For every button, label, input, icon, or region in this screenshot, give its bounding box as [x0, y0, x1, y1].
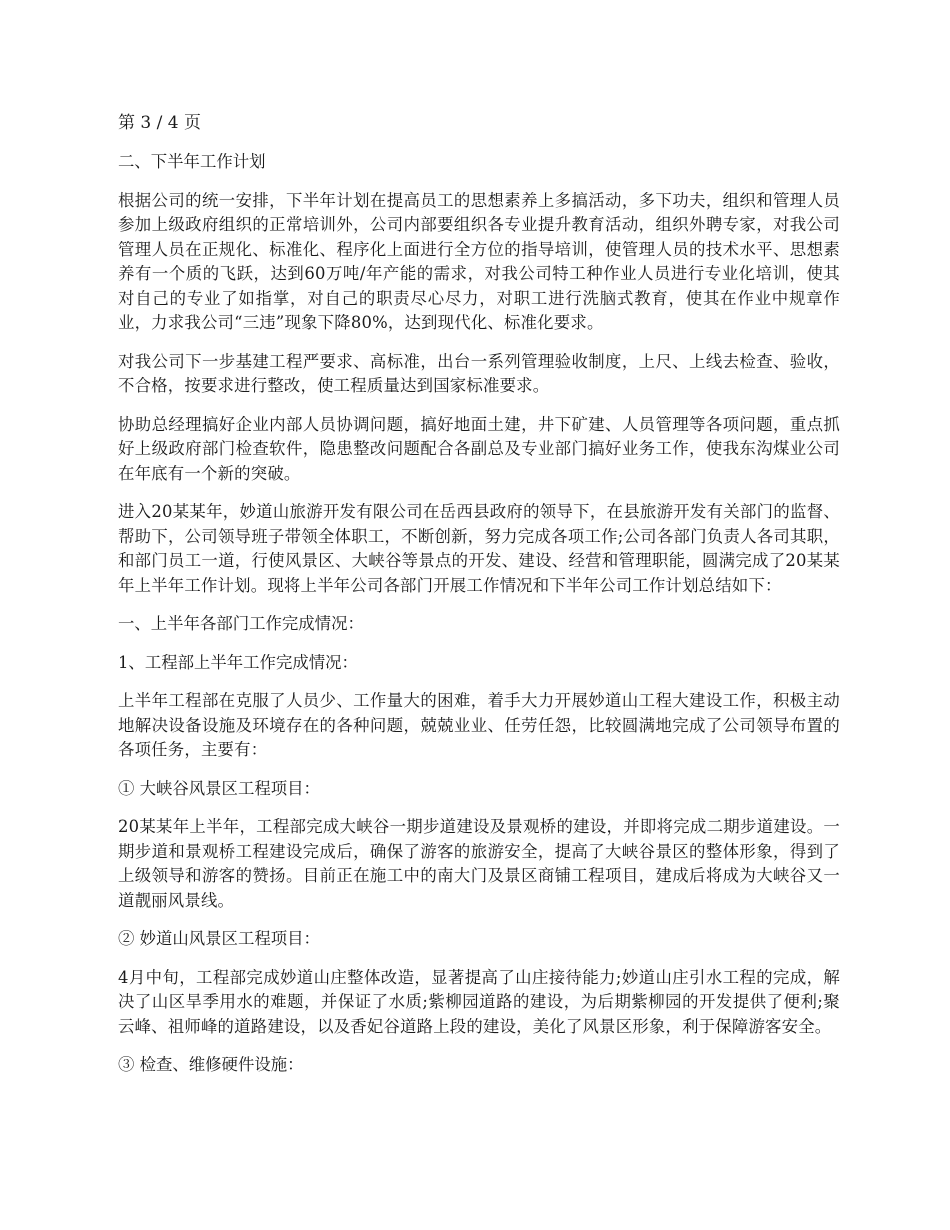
paragraph-canyon-project: 20某某年上半年，工程部完成大峡谷一期步道建设及景观桥的建设，并即将完成二期步道建设。一期步道和景观桥工程建设完成后，确保了游客的旅游安全，提高了大峡谷景区的整体形象，得到了上级领导和游客的赞扬。目前正在施工中的南大门及景区商铺工程项目，建成后将成为大峡谷又一道靓丽风景线。 — [118, 817, 840, 910]
item-title-miaodao: ② 妙道山风景区工程项目： — [118, 929, 320, 948]
page-number: 第 3 / 4 页 — [118, 113, 201, 133]
paragraph-miaodao-project: 4月中旬，工程部完成妙道山庄整体改造，显著提高了山庄接待能力;妙道山庄引水工程的完成，解决了山区旱季用水的难题，并保证了水质;紫柳园道路的建设，为后期紫柳园的开发提供了便利;聚云峰、祖师峰的道路建设，以及香妃谷道路上段的建设，美化了风景区形象，利于保障游客安全。 — [118, 967, 840, 1036]
paragraph-intro-summary: 进入20某某年，妙道山旅游开发有限公司在岳西县政府的领导下，在县旅游开发有关部门的监督、帮助下，公司领导班子带领全体职工，不断创新，努力完成各项工作;公司各部门负责人各司其职，和部门员工一道，行使风景区、大峡谷等景点的开发、建设、经营和管理职能，圆满完成了20某某年上半年工作计划。现将上半年公司各部门开展工作情况和下半年公司工作计划总结如下： — [118, 502, 840, 595]
paragraph-coordination: 协助总经理搞好企业内部人员协调问题，搞好地面土建，井下矿建、人员管理等各项问题，重点抓好上级政府部门检查软件，隐患整改问题配合各副总及专业部门搞好业务工作，使我东沟煤业公司在年底有一个新的突破。 — [118, 414, 840, 483]
subsection-title-engineering: 1、工程部上半年工作完成情况： — [118, 652, 358, 672]
paragraph-training-plan: 根据公司的统一安排，下半年计划在提高员工的思想素养上多搞活动，多下功夫，组织和管理人员参加上级政府组织的正常培训外，公司内部要组织各专业提升教育活动，组织外聘专家，对我公司管理人员在正规化、标准化、程序化上面进行全方位的指导培训，使管理人员的技术水平、思想素养有一个质的飞跃，达到60万吨/年产能的需求，对我公司特工种作业人员进行专业化培训，使其对自己的专业了如指掌，对自己的职责尽心尽力，对职工进行洗脑式教育，使其在作业中规章作业，力求我公司“三违”现象下降80%，达到现代化、标准化要求。 — [118, 190, 840, 332]
item-title-canyon: ① 大峡谷风景区工程项目： — [118, 778, 320, 798]
document-page — [118, 110, 840, 1092]
paragraph-engineering-overview: 上半年工程部在克服了人员少、工作量大的困难，着手大力开展妙道山工程大建设工作，积极主动地解决设备设施及环境存在的各种问题，兢兢业业、任劳任怨，比较圆满地完成了公司领导布置的各项任务，主要有： — [118, 691, 840, 759]
item-title-maintenance: ③ 检查、维修硬件设施： — [118, 1055, 304, 1074]
section-title-completion: 一、上半年各部门工作完成情况： — [118, 614, 364, 633]
paragraph-construction-standards: 对我公司下一步基建工程严要求、高标准，出台一系列管理验收制度，上尺、上线去检查、验收，不合格，按要求进行整改，使工程质量达到国家标准要求。 — [118, 351, 840, 395]
section-title-plan: 二、下半年工作计划 — [118, 152, 266, 171]
